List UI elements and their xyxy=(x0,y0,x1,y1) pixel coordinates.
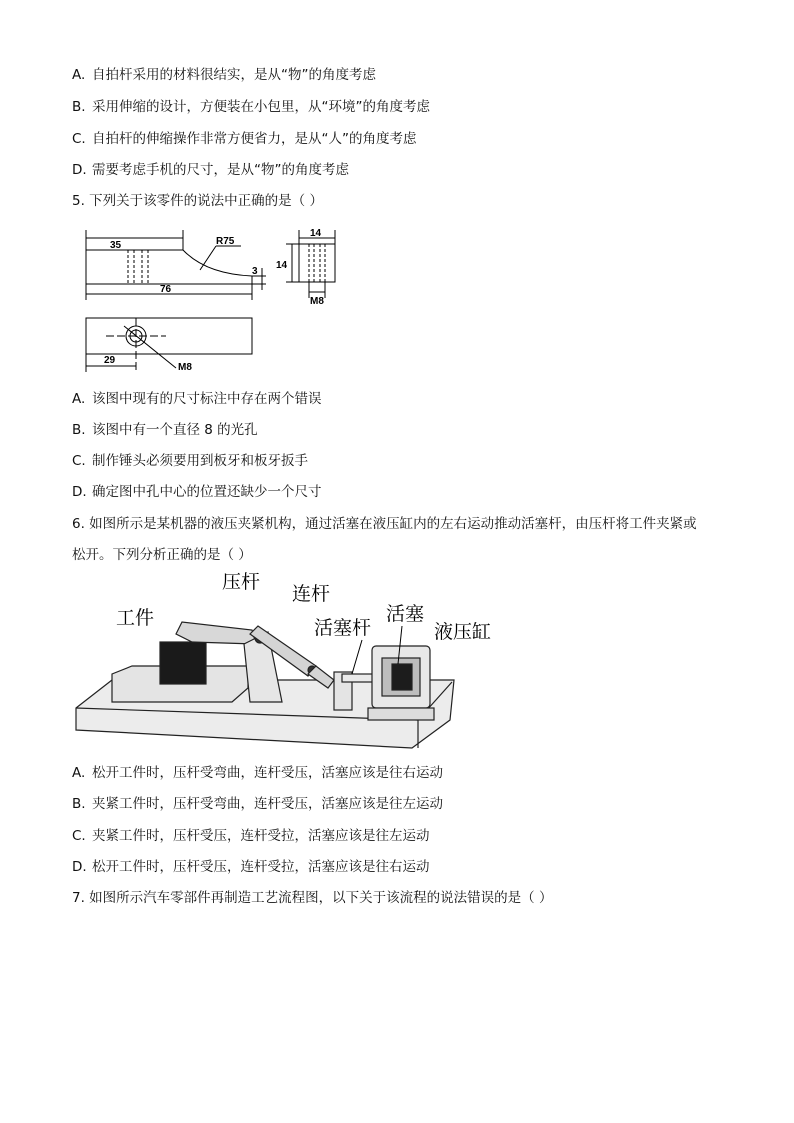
option-text: 松开工件时，压杆受压，连杆受拉，活塞应该是往右运动 xyxy=(92,859,430,875)
option-text: 确定图中孔中心的位置还缺少一个尺寸 xyxy=(92,484,322,500)
label-piston-rod: 活塞杆 xyxy=(314,618,372,639)
dim-3: 3 xyxy=(252,266,258,277)
label-press-lever: 压杆 xyxy=(222,572,261,593)
q6-stem-line1: 6. 如图所示是某机器的液压夹紧机构，通过活塞在液压缸内的左右运动推动活塞杆，由压杆将工件夹紧或 xyxy=(72,516,697,532)
q5-option-c xyxy=(72,452,308,470)
option-text: 夹紧工件时，压杆受弯曲，连杆受压，活塞应该是往左运动 xyxy=(92,796,443,812)
label-workpiece: 工件 xyxy=(116,608,155,629)
dim-r75: R75 xyxy=(216,236,235,247)
option-text: 该图中现有的尺寸标注中存在两个错误 xyxy=(92,391,322,407)
option-text: 该图中有一个直径 8 的光孔 xyxy=(92,422,258,438)
option-text: 需要考虑手机的尺寸，是从“物”的角度考虑 xyxy=(92,162,349,178)
q5-option-b xyxy=(72,421,258,439)
option-text: 制作锤头必须要用到板牙和板牙扳手 xyxy=(92,453,308,469)
option-letter: A. xyxy=(72,765,86,781)
option-letter: D. xyxy=(72,162,87,178)
dim-29: 29 xyxy=(104,355,116,366)
q4-option-a xyxy=(72,66,376,84)
option-letter: D. xyxy=(72,484,87,500)
dim-m8-side: M8 xyxy=(310,296,324,307)
q4-option-c xyxy=(72,130,417,148)
option-text: 自拍杆采用的材料很结实，是从“物”的角度考虑 xyxy=(92,67,376,83)
q5-option-a xyxy=(72,390,322,408)
q4-option-b xyxy=(72,98,430,116)
front-view-outline xyxy=(86,250,252,284)
option-text: 松开工件时，压杆受弯曲，连杆受压，活塞应该是往右运动 xyxy=(92,765,443,781)
option-letter: C. xyxy=(72,131,86,147)
q4-option-d xyxy=(72,161,349,179)
q6-option-a xyxy=(72,764,443,782)
option-letter: B. xyxy=(72,99,86,115)
dim-14-side: 14 xyxy=(276,260,288,271)
q5-engineering-drawing xyxy=(76,222,366,372)
dim-76: 76 xyxy=(160,284,172,295)
dim-35: 35 xyxy=(110,240,122,251)
option-letter: A. xyxy=(72,391,86,407)
option-letter: C. xyxy=(72,453,86,469)
option-letter: B. xyxy=(72,422,86,438)
side-view-outline xyxy=(299,244,335,282)
q5-stem: 5. 下列关于该零件的说法中正确的是（ ） xyxy=(72,193,323,209)
q6-stem-line2: 松开。下列分析正确的是（ ） xyxy=(72,547,252,563)
option-letter: D. xyxy=(72,859,87,875)
label-connecting-rod: 连杆 xyxy=(292,584,331,605)
q6-option-d xyxy=(72,858,430,876)
option-text: 采用伸缩的设计，方便装在小包里，从“环境”的角度考虑 xyxy=(92,99,430,115)
label-hydraulic-cylinder: 液压缸 xyxy=(434,622,492,643)
option-text: 自拍杆的伸缩操作非常方便省力，是从“人”的角度考虑 xyxy=(92,131,417,147)
piston xyxy=(392,664,412,690)
workpiece xyxy=(160,642,206,684)
q7-stem: 7. 如图所示汽车零部件再制造工艺流程图，以下关于该流程的说法错误的是（ ） xyxy=(72,890,553,906)
option-letter: A. xyxy=(72,67,86,83)
option-letter: B. xyxy=(72,796,86,812)
q6-option-c xyxy=(72,827,430,845)
press-lever xyxy=(176,622,256,644)
q5-option-d xyxy=(72,483,322,501)
dim-14-top: 14 xyxy=(310,228,322,239)
dim-m8-top: M8 xyxy=(178,362,192,372)
option-letter: C. xyxy=(72,828,86,844)
option-text: 夹紧工件时，压杆受压，连杆受拉，活塞应该是往左运动 xyxy=(92,828,430,844)
q6-option-b xyxy=(72,795,443,813)
label-piston: 活塞 xyxy=(386,604,425,625)
q6-hydraulic-clamp-figure xyxy=(72,570,512,755)
